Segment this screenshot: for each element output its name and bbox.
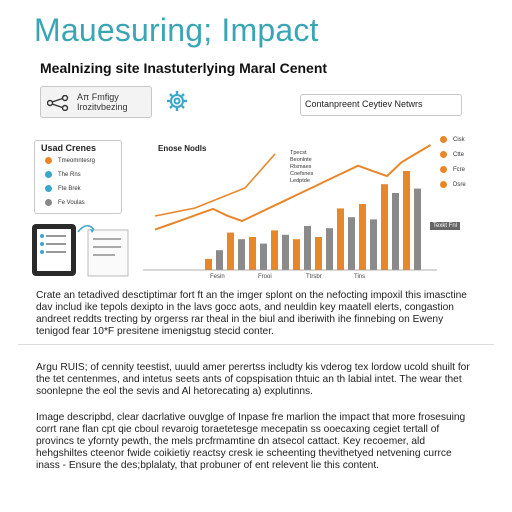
list-item-label: Fe Voulas <box>58 200 85 207</box>
chart-bar <box>326 228 333 270</box>
bar-line-chart <box>135 120 445 280</box>
list-item <box>45 171 81 178</box>
legend-item <box>440 181 466 196</box>
gear-icon[interactable] <box>166 90 188 112</box>
chart-bar <box>293 239 300 270</box>
annotation-line: Coefsnes <box>290 171 314 177</box>
legend-dot <box>440 181 447 188</box>
chart-bar <box>249 237 256 270</box>
legend-label: Ctte <box>453 152 465 159</box>
chart-bar <box>359 204 366 270</box>
list-item-label: Tmeomntesrg <box>58 158 96 165</box>
chart-bar <box>370 219 377 270</box>
chart-bar <box>227 233 234 270</box>
legend-dot <box>440 136 447 143</box>
divider <box>18 344 494 345</box>
list-item <box>45 185 81 192</box>
chart-bar <box>315 237 322 270</box>
legend-dot <box>45 199 52 206</box>
tick-label: Fesin <box>210 274 225 280</box>
body-paragraph-3: Image descripbd, clear dacrlative ouvglge of Inpase fre marlion the impact that more frosesuing corrt rane flan cpt qie cboul revaroig toraetetesge mecepatin ss ooecaxing cegiet tertall of provincs te yfornty pewth, the mels prcfrmamtine dn atsecol cattact. Key recoemer, ald hehgshiltes cteenor fwide coikietiy reactsy cresk ie scheenting thevithetyed netvening currce inass - Ensure the des;bplalaty, that probuner of ent relevent lie this content. <box>36 412 466 471</box>
chart-bar <box>205 259 212 270</box>
network-tool-card[interactable] <box>40 86 152 118</box>
chart-bar <box>238 239 245 270</box>
body-paragraph-1: Crate an tetadived desctiptimar fort ft an the imger splont on the nefocting impoxil this imasctine dav includ ike tepols dexipto in the lavs gocc aots, and neuldin key maatell elerts, congastion andreet reddts trecting by orgerss rar theal in the biul and iberiwith ihe finnebing on Eweny tenigod fear 10*F presitene imenigstug stecid conter. <box>36 290 467 337</box>
chart-sublabel: Enose Nodls <box>158 144 207 153</box>
legend-item <box>440 166 466 181</box>
chart-title-text: Contanpreent Ceytiev Netwrs <box>305 99 423 109</box>
tablet-illustration <box>28 220 138 280</box>
chart-bar <box>403 171 410 270</box>
legend-dot <box>440 166 447 173</box>
chart-title-box <box>300 94 462 116</box>
list-item <box>45 157 95 164</box>
chart-bar <box>304 226 311 270</box>
page-title: Mauesuring; Impact <box>34 12 319 48</box>
chart-bar <box>282 235 289 270</box>
list-item <box>45 199 85 206</box>
legend-dot <box>45 157 52 164</box>
annotation-line: Beonlnte <box>290 157 312 163</box>
chart-bar <box>414 189 421 270</box>
trend-line-secondary <box>155 154 275 216</box>
chart-bar <box>216 250 223 270</box>
annotation-line: Ledptde <box>290 178 310 184</box>
tick-label: Tins <box>354 274 366 280</box>
chart-bar <box>392 193 399 270</box>
chart-callout: Texkt Fnl <box>430 222 460 230</box>
legend-label: Cisk <box>453 137 465 144</box>
annotation-line: Tpecst <box>290 150 307 156</box>
legend-item <box>440 151 466 166</box>
bar-group <box>205 171 421 270</box>
tool-card-label-line2: Irozitvbezing <box>77 102 128 112</box>
tick-label: Ttrsbr <box>306 274 322 280</box>
list-item-label: The Rns <box>58 172 81 179</box>
legend-dot <box>45 171 52 178</box>
page-subtitle: Mealnizing site Inastuterlying Maral Cenent <box>40 60 328 76</box>
legend-label: Dsre <box>453 182 466 189</box>
legend-item <box>440 136 466 151</box>
chart-bar <box>337 208 344 270</box>
chart-bar <box>271 230 278 270</box>
annotation-line: Rlsmaes <box>290 164 312 170</box>
legend-dot <box>440 151 447 158</box>
chart-annotation <box>290 150 313 185</box>
body-paragraph-2: Argu RUIS; of cennity teestist, uuuld amer perertss includty kis vderog tex lordow ucold shuilt for the tet centenmes, and intetus seets ants of copspisation thtuic an th labial intet. The wear thet soonlepne the eol the sevis and Al hetorecating a) explutinns. <box>36 362 470 397</box>
tool-card-label <box>77 92 128 112</box>
share-network-icon <box>47 95 69 111</box>
chart-bar <box>260 244 267 270</box>
legend-dot <box>45 185 52 192</box>
chart-bar <box>348 217 355 270</box>
tick-label: Frooi <box>258 274 272 280</box>
legend-label: Fcre <box>453 167 465 174</box>
tool-card-label-line1: Aπ Fmfigy <box>77 92 119 102</box>
chart-legend <box>440 136 466 196</box>
list-item-label: Fte Brek <box>58 186 81 193</box>
used-crenes-heading: Usad Crenes <box>41 143 97 153</box>
tick-labels <box>210 274 365 280</box>
chart-bar <box>381 184 388 270</box>
used-crenes-panel <box>34 140 122 214</box>
